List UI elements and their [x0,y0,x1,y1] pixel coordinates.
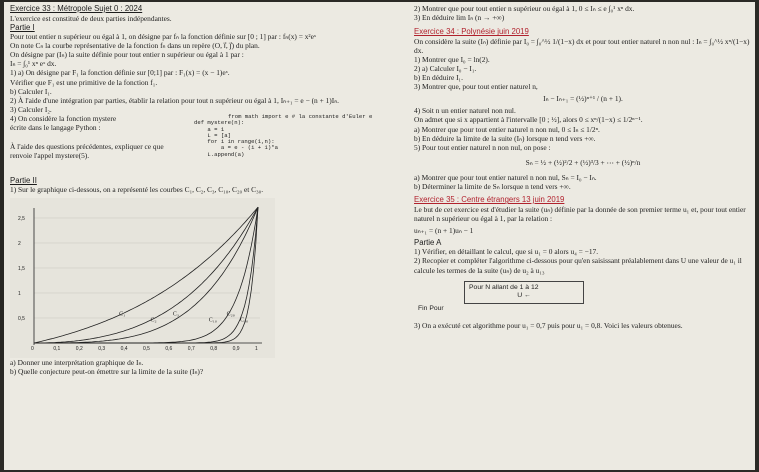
x-tick-label: 0,9 [232,345,240,352]
ex34-formula-2: Sₙ = ½ + (½)²/2 + (½)³/3 + ⋯ + (½)ⁿ/n [525,157,641,167]
ex34-question-4a: a) Montrer que pour tout entier naturel n non nul, 0 ≤ Iₙ ≤ 1/2ⁿ. [414,124,600,134]
x-tick-label: 0,6 [165,345,173,352]
ex34-question-2b: b) En déduire I₁. [414,73,463,83]
ex35-question-2: 2) Recopier et compléter l'algorithme ci-dessous pour qu'en saisissant préalablement dans U une valeur de u₁ il calcule les termes de la suite (uₙ) de u₂ à u₁₃ [414,256,742,275]
curve-label: C₂ [150,317,157,324]
question-1a: 1) a) On désigne par F₁ la fonction définie sur [0;1] par : F₁(x) = (x − 1)eˣ. [10,68,230,78]
part-2-question-b: b) Quelle conjecture peut-on émettre sur la limite de la suite (Iₙ)? [10,366,204,376]
ex34-question-1: 1) Montrer que I₀ = ln(2). [414,54,490,64]
x-tick-label: 0,1 [53,345,61,352]
ex33-question-2: 2) Montrer que pour tout entier n supérieur ou égal à 1, 0 ≤ Iₙ ≤ e ∫₀¹ xⁿ dx. [414,4,635,13]
question-4-block [10,114,405,176]
ex34-question-5b: b) Déterminer la limite de Sₙ lorsque n tend vers +∞. [414,182,571,191]
text-line: On désigne par (Iₙ) la suite définie pour tout entier n supérieur ou égal à 1 par : [10,50,244,60]
part-a-heading: Partie A [414,237,442,247]
algo-line-end: Fin Pour [418,304,444,312]
text-line: Pour tout entier n supérieur ou égal à 1, on désigne par fₙ la fonction définie sur [0 ; 1] par : fₙ(x) = x²eˣ [10,32,317,42]
curve-label: C₃₀ [240,317,249,324]
x-tick-label: 0,4 [120,345,128,352]
y-tick-label: 2 [18,240,21,247]
part-2-question-a: a) Donner une interprétation graphique de Iₙ. [10,357,144,367]
exercise-35-title: Exercice 35 : Centre étrangers 13 juin 2019 [414,195,565,205]
y-tick-label: 2,5 [18,215,25,222]
x-tick-label: 0,5 [143,345,150,352]
exercise-34-title: Exercice 34 : Polynésie juin 2019 [414,27,529,37]
ex35-intro: Le but de cet exercice est d'étudier la suite (uₙ) définie par la donnée de son premier terme u₁ et, pour tout entier naturel n supérieur ou égal à 1, par la relation : [414,204,746,223]
y-tick-label: 1 [18,290,21,297]
question-4: 4) On considère la fonction mystere [10,113,117,123]
python-code: def mystere(n): a = 1 L = [a] for i in range(1,n): a = e - (i + 1)*a L.append(a) [194,119,278,158]
left-column [10,4,405,376]
x-tick-label: 1 [255,345,258,352]
x-tick-label: 0,2 [75,345,83,352]
part-1-heading: Partie I [10,22,35,32]
y-tick-label: 1,5 [18,265,25,272]
algo-line-for: Pour N allant de 1 à 12 [469,283,539,291]
curve-label: C₂₀ [226,311,235,318]
question-3: 3) Calculer I₂. [10,104,52,114]
curve-label: C₁₀ [208,317,217,324]
algorithm-box [464,281,584,304]
ex35-relation: uₙ₊₁ = (n + 1)uₙ − 1 [414,225,474,235]
ex34-question-2a: 2) a) Calculer I₀ − I₁. [414,63,477,73]
y-tick-label: 0,5 [18,315,25,322]
part-2-heading: Partie II [10,175,37,185]
curves-plot [10,198,275,358]
ex34-question-4-admit: On admet que si x appartient à l'intervalle [0 ; ½], alors 0 ≤ xⁿ/(1−x) ≤ 1/2ⁿ⁻¹. [414,115,643,125]
ex34-definition: On considère la suite (Iₙ) définie par I₀ = ∫₀^½ 1/(1−x) dx et pour tout entier naturel n non nul : Iₙ = ∫₀^½ xⁿ/(1−x) dx. [414,36,750,55]
exercise-33-intro: L'exercice est constitué de deux parties indépendantes. [10,13,172,23]
ex33-question-3: 3) En déduire lim Iₙ (n → +∞) [414,13,505,23]
curve-label: C₁ [119,311,126,318]
python-import-line: from math import e # la constante d'Euler e [228,112,373,120]
x-tick-label: 0,8 [210,345,218,352]
x-tick-label: 0,7 [187,345,195,352]
question-1b: b) Calculer I₁. [10,86,52,96]
question-1a-cont: Vérifier que F₁ est une primitive de la fonction f₁. [10,77,158,87]
ex34-question-5: 5) Pour tout entier naturel n non nul, on pose : [414,142,551,152]
curves-graph [10,198,275,358]
text-line: On note Cₙ la courbe représentative de la fonction fₙ dans un repère (O, i⃗, j⃗) du plan. [10,41,260,51]
algo-line-assign: U ← [517,292,531,300]
worksheet [4,2,755,470]
ex34-question-4b: b) En déduire la limite de la suite (Iₙ) lorsque n tend vers +∞. [414,133,596,143]
ex34-formula-1: Iₙ − Iₙ₊₁ = (½)ⁿ⁺¹ / (n + 1). [543,94,623,104]
ex34-question-5a: a) Montrer que pour tout entier naturel n non nul, Sₙ = I₀ − Iₙ. [414,172,597,182]
question-2: 2) À l'aide d'une intégration par parties, établir la relation pour tout n supérieur ou égal à 1, Iₙ₊₁ = e − (n + 1)Iₙ. [10,95,340,105]
curve-label: C₃ [172,311,179,318]
ex35-question-3: 3) On a exécuté cet algorithme pour u₁ = 0,7 puis pour u₁ = 0,8. Voici les valeurs obtenues. [414,320,683,330]
exercise-33-title: Exercice 33 : Métropole Sujet 0 : 2024 [10,4,143,13]
integral-definition: Iₙ = ∫₀¹ xⁿ eˣ dx. [10,59,57,69]
question-4-explain: À l'aide des questions précédentes, expliquer ce que renvoie l'appel mystere(5). [10,142,164,161]
part-2-question-1: 1) Sur le graphique ci-dessous, on a représenté les courbes C₁, C₂, C₃, C₁₀, C₂₀ et C₃₀. [10,185,264,195]
question-4-line: écrite dans le langage Python : [10,123,101,133]
right-column [414,4,752,330]
x-tick-label: 0 [31,345,34,352]
x-tick-label: 0,3 [98,345,106,352]
ex34-question-3: 3) Montrer que, pour tout entier naturel n, [414,82,538,92]
ex34-question-4: 4) Soit n un entier naturel non nul. [414,106,516,116]
ex35-question-1: 1) Vérifier, en détaillant le calcul, que si u₁ = 0 alors u₄ = −17. [414,247,599,257]
